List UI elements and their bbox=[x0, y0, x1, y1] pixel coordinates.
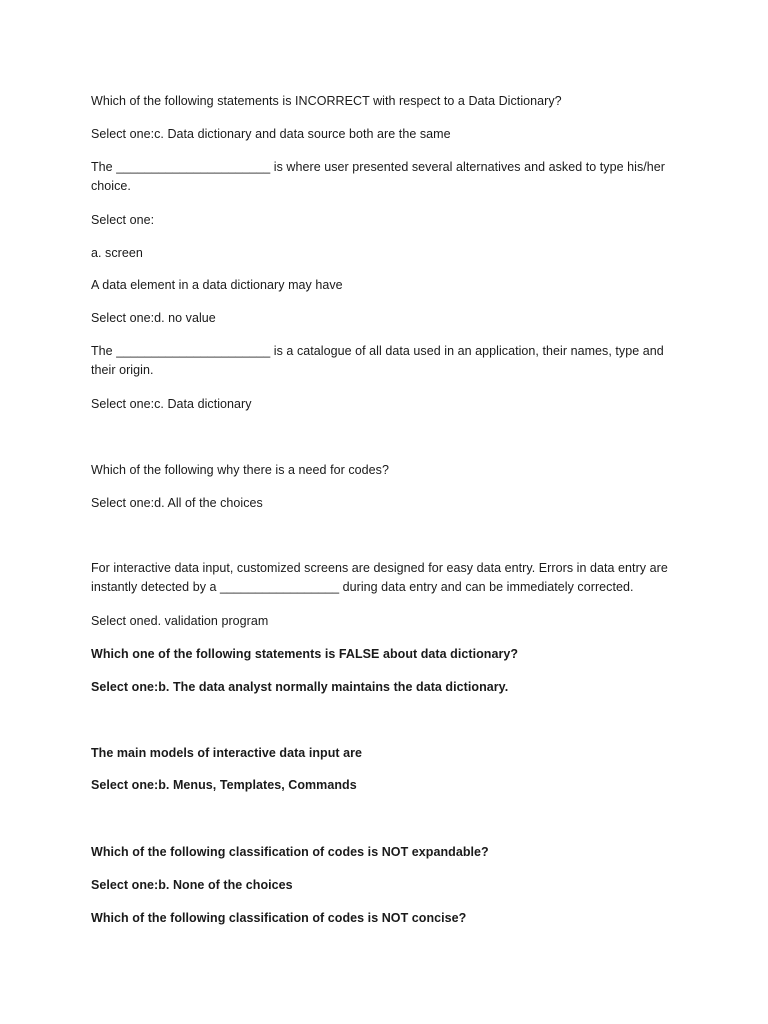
answer-text: a. screen bbox=[91, 246, 143, 260]
answer-text: Select one:d. no value bbox=[91, 311, 216, 325]
question-text: Which one of the following statements is FALSE about data dictionary? bbox=[91, 647, 519, 661]
question-text: Which of the following why there is a need for codes? bbox=[91, 463, 389, 477]
answer-label: Select one: bbox=[91, 213, 155, 227]
question-text: The main models of interactive data input are bbox=[91, 746, 363, 760]
answer-text: Select one:c. Data dictionary bbox=[91, 397, 252, 411]
answer-text: Select oned. validation program bbox=[91, 614, 269, 628]
answer-text: Select one:b. Menus, Templates, Commands bbox=[91, 778, 357, 792]
question-text: A data element in a data dictionary may have bbox=[91, 278, 343, 292]
question-text: For interactive data input, customized screens are designed for easy data entry. Errors in data entry are instantly detected by a _________________ during data entry and can be immediately corrected. bbox=[91, 561, 668, 594]
question-text: Which of the following classification of codes is NOT expandable? bbox=[91, 845, 489, 859]
answer-text: Select one:d. All of the choices bbox=[91, 496, 263, 510]
question-text: Which of the following classification of codes is NOT concise? bbox=[91, 911, 467, 925]
question-text: The ______________________ is a catalogue of all data used in an application, their names, type and their origin. bbox=[91, 344, 664, 377]
answer-text: Select one:b. None of the choices bbox=[91, 878, 293, 892]
answer-text: Select one:b. The data analyst normally maintains the data dictionary. bbox=[91, 680, 509, 694]
question-text: Which of the following statements is INCORRECT with respect to a Data Dictionary? bbox=[91, 94, 562, 108]
question-text: The ______________________ is where user presented several alternatives and asked to type his/her choice. bbox=[91, 160, 665, 193]
answer-text: Select one:c. Data dictionary and data source both are the same bbox=[91, 127, 451, 141]
